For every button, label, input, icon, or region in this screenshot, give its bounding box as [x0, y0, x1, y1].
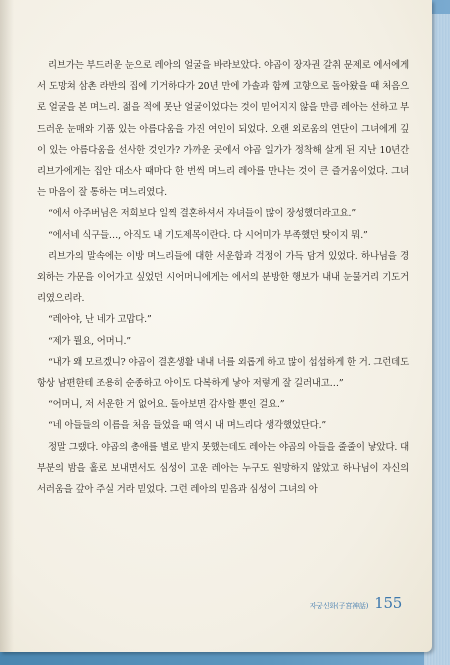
- page-number: 155: [374, 594, 402, 612]
- body-text: [37, 55, 409, 500]
- paragraph: 리브가는 부드러운 눈으로 레아의 얼굴을 바라보았다. 야곱이 장자권 갈취 문제로 에서에게서 도망쳐 삼촌 라반의 집에 기거하다가 20년 만에 가솔과 함께 고향으로 돌아왔을 때 처음으로 얼굴을 본 며느리. 젊을 적에 못난 얼굴이었다는 것이 믿어지지 않을 만큼 레아는 선하고 부드러운 눈매와 기품 있는 아름다움을 가진 여인이 되었다. 오랜 외로움의 연단이 그녀에게 깊이 있는 아름다움을 선사한 것인가? 가까운 곳에서 야곱 일가가 정착해 살게 된 지난 10년간 리브가에게는 집안 대소사 때마다 한 번씩 며느리 레아를 만나는 것이 큰 즐거움이었다. 그녀는 마음이 잘 통하는 며느리였다.: [37, 60, 409, 199]
- paragraph: 리브가의 말속에는 이방 며느리들에 대한 서운함과 걱정이 가득 담겨 있었다. 하나님을 경외하는 가문을 이어가고 싶었던 시어머니에게는 에서의 분방한 행보가 내내 눈물거리 기도거리였으리라.: [37, 250, 409, 305]
- paragraph: “에서네 식구들…, 아직도 내 기도제목이란다. 다 시어미가 부족했던 탓이지 뭐.”: [48, 229, 368, 241]
- gutter-shadow: [0, 0, 14, 652]
- paragraph: “어머니, 저 서운한 거 없어요. 돌아보면 감사할 뿐인 걸요.”: [48, 399, 285, 411]
- paragraph: “제가 뭘요, 어머니.”: [48, 335, 131, 347]
- paragraph: 정말 그랬다. 야곱의 총애를 별로 받지 못했는데도 레아는 야곱의 아들을 줄줄이 낳았다. 대부분의 밤을 홀로 보내면서도 심성이 고운 레아는 누구도 원망하지 않았고 하나님이 자신의 서러움을 갚아 주실 거라 믿었다. 그런 레아의 믿음과 심성이 그녀의 아: [37, 441, 409, 496]
- running-title: 자궁신화(子宮神話): [309, 602, 369, 610]
- paragraph: “레아야, 난 네가 고맙다.”: [48, 314, 152, 326]
- page-footer: [310, 594, 402, 612]
- paragraph: “에서 아주버님은 저희보다 일찍 결혼하셔서 자녀들이 많이 장성했더라고요.”: [48, 208, 357, 220]
- paragraph: “내가 왜 모르겠니? 야곱이 결혼생활 내내 너를 외롭게 하고 많이 섭섭하게 한 거. 그런데도 항상 남편한테 조용히 순종하고 아이도 다복하게 낳아 저렇게 잘 길러내고…”: [37, 356, 409, 390]
- paragraph: “네 아들들의 이름을 처음 들었을 때 역시 내 며느리다 생각했었단다.”: [48, 420, 327, 432]
